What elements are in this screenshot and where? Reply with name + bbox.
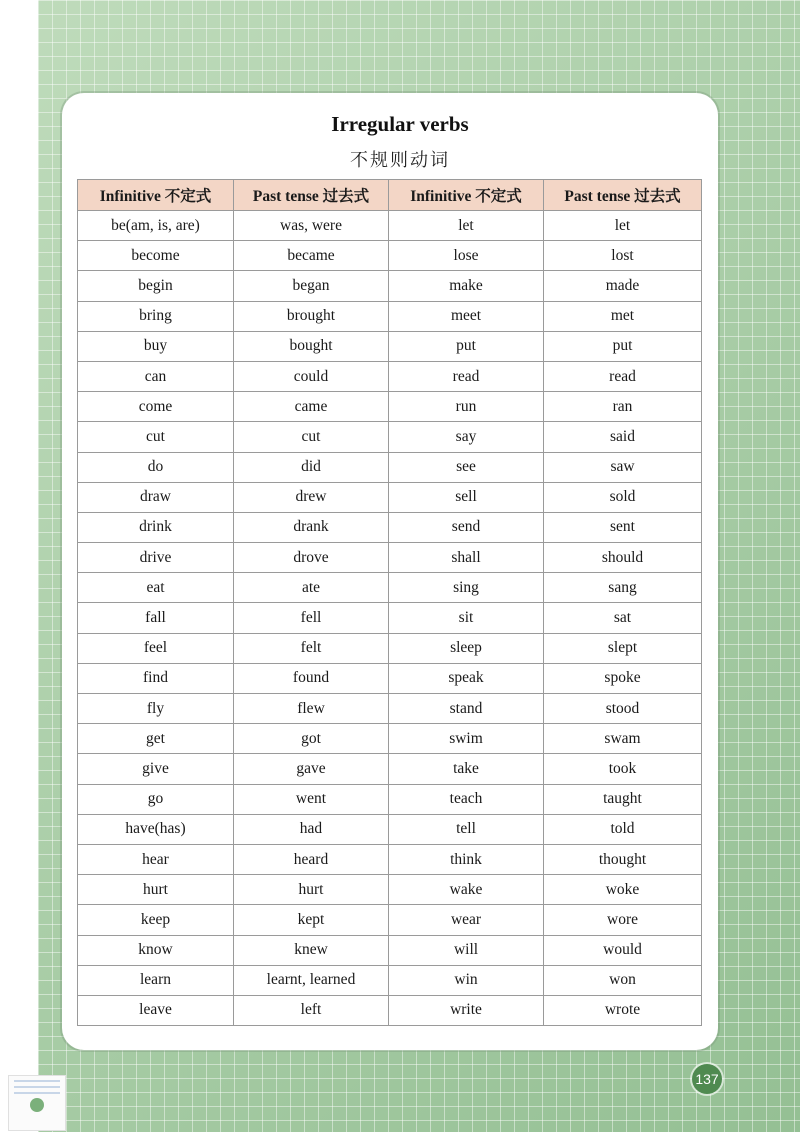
infinitive-cell: stand — [389, 694, 544, 724]
past-tense-cell: put — [544, 331, 702, 361]
infinitive-cell: make — [389, 271, 544, 301]
infinitive-cell: begin — [78, 271, 234, 301]
past-tense-cell: became — [234, 241, 389, 271]
past-tense-cell: cut — [234, 422, 389, 452]
infinitive-cell: learn — [78, 965, 234, 995]
past-tense-cell: drove — [234, 543, 389, 573]
infinitive-cell: get — [78, 724, 234, 754]
table-body — [78, 211, 702, 1026]
infinitive-cell: sleep — [389, 633, 544, 663]
past-tense-cell: began — [234, 271, 389, 301]
past-tense-cell: gave — [234, 754, 389, 784]
infinitive-cell: write — [389, 995, 544, 1025]
table-row — [78, 392, 702, 422]
table-row — [78, 724, 702, 754]
infinitive-cell: fall — [78, 603, 234, 633]
past-tense-cell: thought — [544, 844, 702, 874]
infinitive-cell: sing — [389, 573, 544, 603]
past-tense-cell: could — [234, 361, 389, 391]
infinitive-cell: give — [78, 754, 234, 784]
past-tense-cell: swam — [544, 724, 702, 754]
past-tense-cell: was, were — [234, 211, 389, 241]
past-tense-cell: found — [234, 663, 389, 693]
past-tense-cell: let — [544, 211, 702, 241]
infinitive-cell: think — [389, 844, 544, 874]
past-tense-cell: flew — [234, 694, 389, 724]
table-row — [78, 935, 702, 965]
table-row — [78, 271, 702, 301]
infinitive-cell: send — [389, 512, 544, 542]
infinitive-cell: come — [78, 392, 234, 422]
infinitive-cell: wake — [389, 875, 544, 905]
page-number: 137 — [692, 1064, 722, 1094]
table-row — [78, 331, 702, 361]
page-title: Irregular verbs — [331, 112, 469, 136]
table-row — [78, 512, 702, 542]
past-tense-cell: brought — [234, 301, 389, 331]
infinitive-cell: put — [389, 331, 544, 361]
past-tense-cell: wore — [544, 905, 702, 935]
past-tense-cell: knew — [234, 935, 389, 965]
infinitive-cell: go — [78, 784, 234, 814]
table-row — [78, 482, 702, 512]
past-tense-cell: bought — [234, 331, 389, 361]
infinitive-cell: eat — [78, 573, 234, 603]
infinitive-cell: bring — [78, 301, 234, 331]
irregular-verbs-table — [77, 179, 702, 1026]
header-past-tense-1: Past tense 过去式 — [234, 180, 389, 211]
infinitive-cell: find — [78, 663, 234, 693]
past-tense-cell: heard — [234, 844, 389, 874]
infinitive-cell: have(has) — [78, 814, 234, 844]
infinitive-cell: sell — [389, 482, 544, 512]
infinitive-cell: drive — [78, 543, 234, 573]
past-tense-cell: got — [234, 724, 389, 754]
infinitive-cell: keep — [78, 905, 234, 935]
table-row — [78, 361, 702, 391]
infinitive-cell: wear — [389, 905, 544, 935]
header-infinitive-2: Infinitive 不定式 — [389, 180, 544, 211]
past-tense-cell: went — [234, 784, 389, 814]
infinitive-cell: hear — [78, 844, 234, 874]
past-tense-cell: read — [544, 361, 702, 391]
past-tense-cell: wrote — [544, 995, 702, 1025]
past-tense-cell: came — [234, 392, 389, 422]
infinitive-cell: lose — [389, 241, 544, 271]
table-row — [78, 784, 702, 814]
infinitive-cell: tell — [389, 814, 544, 844]
infinitive-cell: read — [389, 361, 544, 391]
infinitive-cell: take — [389, 754, 544, 784]
past-tense-cell: said — [544, 422, 702, 452]
past-tense-cell: fell — [234, 603, 389, 633]
infinitive-cell: speak — [389, 663, 544, 693]
stamp-logo-icon — [30, 1098, 44, 1112]
table-row — [78, 694, 702, 724]
infinitive-cell: swim — [389, 724, 544, 754]
past-tense-cell: did — [234, 452, 389, 482]
table-row — [78, 301, 702, 331]
table-row — [78, 995, 702, 1025]
table-row — [78, 452, 702, 482]
infinitive-cell: run — [389, 392, 544, 422]
header-infinitive-1: Infinitive 不定式 — [78, 180, 234, 211]
table-row — [78, 633, 702, 663]
infinitive-cell: become — [78, 241, 234, 271]
past-tense-cell: stood — [544, 694, 702, 724]
library-stamp — [8, 1075, 66, 1131]
table-row — [78, 543, 702, 573]
past-tense-cell: hurt — [234, 875, 389, 905]
table-row — [78, 875, 702, 905]
infinitive-cell: say — [389, 422, 544, 452]
infinitive-cell: know — [78, 935, 234, 965]
past-tense-cell: taught — [544, 784, 702, 814]
past-tense-cell: sold — [544, 482, 702, 512]
infinitive-cell: cut — [78, 422, 234, 452]
past-tense-cell: felt — [234, 633, 389, 663]
table-row — [78, 603, 702, 633]
past-tense-cell: drew — [234, 482, 389, 512]
infinitive-cell: see — [389, 452, 544, 482]
table-row — [78, 241, 702, 271]
past-tense-cell: won — [544, 965, 702, 995]
infinitive-cell: feel — [78, 633, 234, 663]
infinitive-cell: draw — [78, 482, 234, 512]
past-tense-cell: ran — [544, 392, 702, 422]
past-tense-cell: would — [544, 935, 702, 965]
past-tense-cell: spoke — [544, 663, 702, 693]
past-tense-cell: ate — [234, 573, 389, 603]
header-past-tense-2: Past tense 过去式 — [544, 180, 702, 211]
past-tense-cell: left — [234, 995, 389, 1025]
table-row — [78, 422, 702, 452]
past-tense-cell: slept — [544, 633, 702, 663]
table-row — [78, 573, 702, 603]
past-tense-cell: saw — [544, 452, 702, 482]
past-tense-cell: sent — [544, 512, 702, 542]
infinitive-cell: hurt — [78, 875, 234, 905]
infinitive-cell: sit — [389, 603, 544, 633]
infinitive-cell: buy — [78, 331, 234, 361]
infinitive-cell: fly — [78, 694, 234, 724]
infinitive-cell: leave — [78, 995, 234, 1025]
past-tense-cell: drank — [234, 512, 389, 542]
infinitive-cell: shall — [389, 543, 544, 573]
infinitive-cell: can — [78, 361, 234, 391]
table-row — [78, 814, 702, 844]
infinitive-cell: let — [389, 211, 544, 241]
past-tense-cell: learnt, learned — [234, 965, 389, 995]
infinitive-cell: teach — [389, 784, 544, 814]
past-tense-cell: should — [544, 543, 702, 573]
table-header-row — [78, 180, 702, 211]
past-tense-cell: kept — [234, 905, 389, 935]
past-tense-cell: had — [234, 814, 389, 844]
table-row — [78, 965, 702, 995]
infinitive-cell: will — [389, 935, 544, 965]
past-tense-cell: lost — [544, 241, 702, 271]
infinitive-cell: drink — [78, 512, 234, 542]
past-tense-cell: sat — [544, 603, 702, 633]
table-row — [78, 663, 702, 693]
past-tense-cell: took — [544, 754, 702, 784]
infinitive-cell: be(am, is, are) — [78, 211, 234, 241]
table-row — [78, 754, 702, 784]
infinitive-cell: meet — [389, 301, 544, 331]
table-row — [78, 211, 702, 241]
page-subtitle: 不规则动词 — [350, 150, 450, 171]
past-tense-cell: woke — [544, 875, 702, 905]
infinitive-cell: win — [389, 965, 544, 995]
past-tense-cell: told — [544, 814, 702, 844]
table-row — [78, 905, 702, 935]
past-tense-cell: made — [544, 271, 702, 301]
table-row — [78, 844, 702, 874]
infinitive-cell: do — [78, 452, 234, 482]
past-tense-cell: met — [544, 301, 702, 331]
past-tense-cell: sang — [544, 573, 702, 603]
